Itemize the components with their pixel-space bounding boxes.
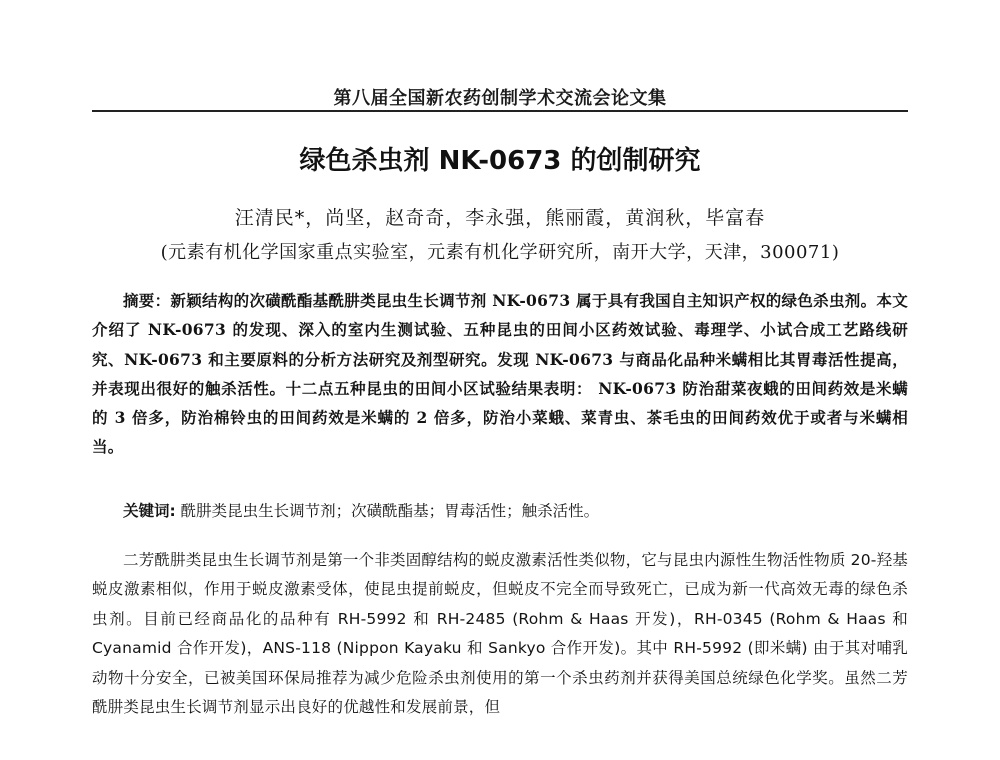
keywords-label: 关键词: [123, 502, 176, 520]
affiliation: (元素有机化学国家重点实验室，元素有机化学研究所，南开大学，天津，300071) [160, 242, 840, 263]
abstract [92, 286, 908, 462]
paper-title: 绿色杀虫剂 NK-0673 的创制研究 [299, 146, 701, 176]
abstract-label: 摘要： [123, 291, 171, 310]
running-header: 第八届全国新农药创制学术交流会论文集 [333, 88, 667, 109]
body-paragraph: 二芳酰肼类昆虫生长调节剂是第一个非类固醇结构的蜕皮激素活性类似物，它与昆虫内源性生物活性物质 20-羟基蜕皮激素相似，作用于蜕皮激素受体，使昆虫提前蜕皮，但蜕皮不完全而导致死亡，已成为新一代高效无毒的绿色杀虫剂。目前已经商品化的品种有 RH-5992 和 RH-2485 (Rohm & Haas 开发)，RH-0345 (Rohm & Haas 和 Cyanamid 合作开发)，ANS-118 (Nippon Kayaku 和 Sankyo 合作开发)。其中 RH-5992 (即米螨) 由于其对哺乳动物十分安全，已被美国环保局推荐为减少危险杀虫剂使用的第一个杀虫药剂并获得美国总统绿色化学奖。虽然二芳酰肼类昆虫生长调节剂显示出良好的优越性和发展前景，但 [92, 551, 908, 717]
keywords-text: 酰肼类昆虫生长调节剂；次磺酰酯基；胃毒活性；触杀活性。 [175, 502, 600, 520]
keywords [92, 498, 908, 524]
abstract-text: 新颖结构的次磺酰酯基酰肼类昆虫生长调节剂 NK-0673 属于具有我国自主知识产权的绿色杀虫剂。本文介绍了 NK-0673 的发现、深入的室内生测试验、五种昆虫的田间小区药效试验、毒理学、小试合成工艺路线研究、NK-0673 和主要原料的分析方法研究及剂型研究。发现 NK-0673 与商品化品种米螨相比其胃毒活性提高，并表现出很好的触杀活性。十二点五种昆虫的田间小区试验结果表明： NK-0673 防治甜菜夜蛾的田间药效是米螨的 3 倍多，防治棉铃虫的田间药效是米螨的 2 倍多，防治小菜蛾、菜青虫、茶毛虫的田间药效优于或者与米螨相当。 [92, 291, 908, 457]
header-rule [92, 110, 908, 112]
author-list: 汪清民*，尚坚，赵奇奇，李永强，熊丽霞，黄润秋，毕富春 [234, 207, 766, 229]
